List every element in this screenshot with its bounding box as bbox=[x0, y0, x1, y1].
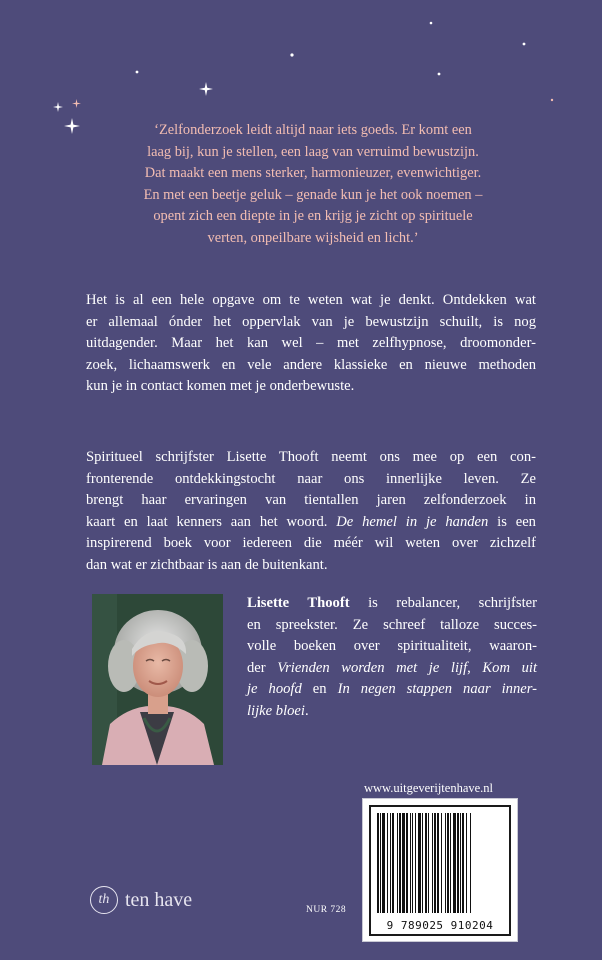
text-segment: . bbox=[304, 702, 309, 719]
quote-line: Dat maakt een mens sterker, harmonieuzer, evenwichtiger. bbox=[144, 165, 482, 181]
star-icon bbox=[428, 20, 434, 26]
book-title: De hemel in je handen bbox=[336, 513, 489, 530]
text-line: zoek, lichaamswerk en vele andere klassieke en nieuwe methoden bbox=[86, 356, 536, 373]
text-line: er allemaal ónder het oppervlak van je bewustzijn schuilt, is nog bbox=[86, 313, 536, 330]
quote-line: En met een beetje geluk – genade kun je het ook noemen – bbox=[143, 186, 483, 203]
publisher-logo-icon: th bbox=[90, 886, 118, 914]
sparkle-icon bbox=[53, 102, 63, 112]
text-segment: , bbox=[467, 659, 483, 676]
author-name: Lisette Thooft bbox=[247, 595, 350, 611]
publisher-logo bbox=[90, 884, 192, 916]
intro-paragraph bbox=[86, 290, 536, 398]
sparkle-icon bbox=[72, 99, 81, 108]
text-line: fronterende ontdekkingstocht naar ons innerlijke leven. Ze bbox=[86, 470, 536, 487]
book-title: lijke bloei bbox=[247, 702, 305, 719]
text-segment: is een bbox=[488, 513, 536, 530]
publisher-name: ten have bbox=[125, 888, 193, 911]
book-title: Kom uit bbox=[482, 659, 538, 676]
text-line: Het is al een hele opgave om te weten wat je denkt. Ontdekken wat bbox=[86, 292, 536, 308]
publisher-website[interactable]: www.uitgeverijtenhave.nl bbox=[364, 781, 494, 795]
text-line: volle boeken over spiritualiteit, waaron- bbox=[247, 638, 537, 655]
text-line: inspirerend boek voor iedereen die méér wil weten over zichzelf bbox=[86, 535, 536, 552]
quote-line: verten, onpeilbare wijsheid en licht.’ bbox=[207, 229, 419, 246]
text-segment: der bbox=[247, 659, 278, 676]
star-icon bbox=[134, 69, 140, 75]
text-line: Spiritueel schrijfster Lisette Thooft neemt ons mee op een con- bbox=[86, 449, 536, 465]
book-title: In negen stappen naar inner- bbox=[337, 681, 538, 698]
description-paragraph bbox=[86, 447, 536, 577]
quote-line: ‘Zelfonderzoek leidt altijd naar iets goeds. Er komt een bbox=[154, 122, 472, 138]
star-icon bbox=[521, 41, 527, 47]
sparkle-icon bbox=[64, 118, 80, 134]
text-line: en spreekster. Ze schreef talloze succes- bbox=[247, 616, 537, 633]
nur-code: NUR 728 bbox=[306, 905, 347, 915]
star-icon bbox=[549, 97, 555, 103]
book-title: je hoofd bbox=[247, 681, 302, 698]
text-line bbox=[247, 658, 537, 680]
barcode-frame bbox=[369, 805, 511, 936]
isbn-number: 9 789025 910204 bbox=[386, 919, 494, 932]
pull-quote bbox=[86, 120, 540, 249]
author-bio bbox=[247, 593, 537, 723]
star-icon bbox=[436, 71, 442, 77]
quote-line: laag bij, kun je stellen, een laag van verruimd bewustzijn. bbox=[147, 143, 479, 160]
author-photo bbox=[92, 594, 223, 765]
text-line: brengt haar ervaringen van tientallen jaren zelfonderzoek in bbox=[86, 492, 536, 509]
barcode-icon bbox=[371, 813, 509, 913]
text-segment: kaart en laat kenners aan het woord. bbox=[86, 513, 328, 530]
text-line: uitdagender. Maar het kan wel – met zelfhypnose, droomonder- bbox=[86, 335, 536, 352]
book-title: Vrienden worden met je lijf bbox=[277, 659, 468, 676]
sparkle-icon bbox=[199, 82, 213, 96]
barcode-panel bbox=[362, 798, 518, 942]
text-segment: en bbox=[301, 681, 338, 698]
text-line: kun je in contact komen met je onderbewuste. bbox=[86, 378, 355, 395]
text-line: dan wat er zichtbaar is aan de buitenkant. bbox=[86, 556, 328, 573]
text-line bbox=[247, 701, 537, 723]
text-segment: is rebalancer, schrijfster bbox=[349, 595, 537, 611]
star-icon bbox=[289, 52, 295, 58]
quote-line: opent zich een diepte in je en krijg je zicht op spirituele bbox=[153, 208, 473, 224]
text-line bbox=[86, 512, 536, 534]
text-line bbox=[247, 593, 537, 615]
text-line bbox=[247, 679, 537, 701]
